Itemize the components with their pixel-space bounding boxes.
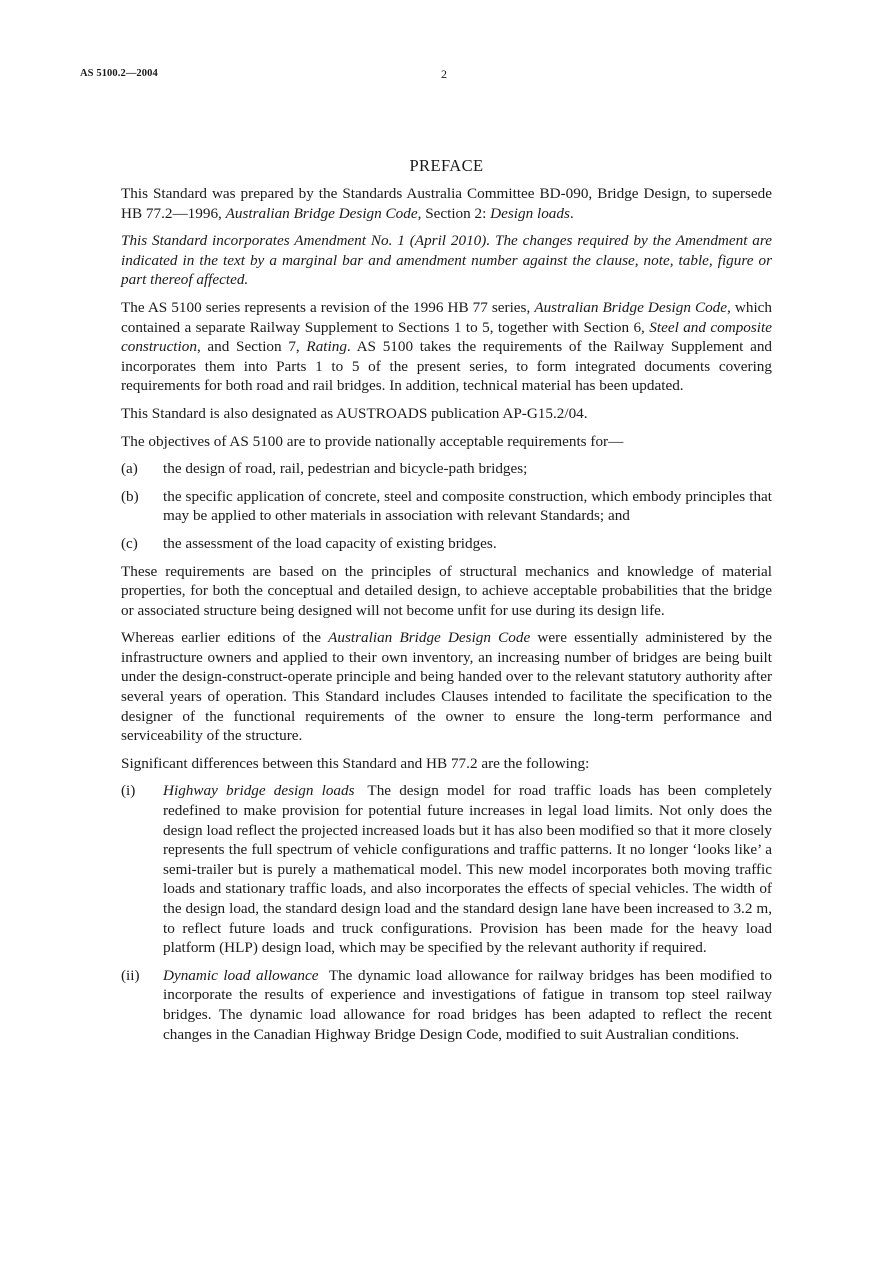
page-title: PREFACE [409,156,484,175]
difference-heading: Highway bridge design loads [163,782,355,800]
paragraph-austroads: This Standard is also designated as AUSTROADS publication AP-G15.2/04. [121,404,588,422]
standard-id-header: AS 5100.2—2004 [80,68,158,79]
list-text: Dynamic load allowance The dynamic load allowance for railway bridges has been modified to incorporate the results of experience and investigations of fatigue in transom top steel railway bridges. The dynamic load allowance for road bridges has been adapted to reflect the recent changes in the Canadian Highway Bridge Design Code, modified to suit Australian conditions. [163,966,772,1043]
paragraph-principles: These requirements are based on the principles of structural mechanics and knowledge of material properties, for both the conceptual and detailed design, to achieve acceptable probabilities that the bridge or associated structure being designed will not become unfit for use during its design life. [121,562,772,619]
list-label: (a) [121,460,138,478]
list-item-objective [121,459,772,479]
paragraph-amendment: This Standard incorporates Amendment No. 1 (April 2010). The changes required by the Amendment are indicated in the text by a marginal bar and amendment number against the clause, note, table, figure or part thereof affected. [121,232,772,289]
paragraph-objectives-intro: The objectives of AS 5100 are to provide nationally acceptable requirements for— [121,432,624,450]
list-text: the specific application of concrete, steel and composite construction, which embody principles that may be applied to other materials in association with relevant Standards; and [163,487,772,525]
difference-heading: Dynamic load allowance [163,966,319,984]
list-text: the design of road, rail, pedestrian and bicycle-path bridges; [163,460,528,478]
page-number: 2 [441,67,447,81]
list-item-difference [121,781,772,957]
list-item-objective [121,487,772,526]
document-body [121,155,772,1052]
list-label: (i) [121,782,136,800]
list-item-objective [121,534,772,554]
list-label: (b) [121,487,139,505]
list-text: the assessment of the load capacity of existing bridges. [163,534,497,552]
list-item-difference [121,966,772,1044]
paragraph-differences-intro: Significant differences between this Standard and HB 77.2 are the following: [121,754,590,772]
paragraph-supersede: This Standard was prepared by the Standards Australia Committee BD-090, Bridge Design, to supersede HB 77.2—1996, Australian Bridge Design Code, Section 2: Design loads. [121,185,772,222]
paragraph-series: The AS 5100 series represents a revision of the 1996 HB 77 series, Australian Bridge Design Code, which contained a separate Railway Supplement to Sections 1 to 5, together with Section 6, Steel and composite construction, and Section 7, Rating. AS 5100 takes the requirements of the Railway Supplement and incorporates them into Parts 1 to 5 of the present series, to form integrated documents covering requirements for both road and rail bridges. In addition, technical material has been updated. [121,298,773,395]
paragraph-whereas: Whereas earlier editions of the Australian Bridge Design Code were essentially administered by the infrastructure owners and applied to their own inventory, an increasing number of bridges are being built under the design-construct-operate principle and being handed over to the relevant statutory authority after several years of operation. This Standard includes Clauses intended to facilitate the specification to the designer of the functional requirements of the owner to ensure the long-term performance and serviceability of the structure. [121,629,772,745]
list-label: (ii) [121,966,140,984]
list-text: Highway bridge design loads The design model for road traffic loads has been completely redefined to make provision for potential future increases in legal load limits. Not only does the design load reflect the projected increased loads but it has also been modified so that it more closely represents the full spectrum of vehicle configurations and traffic patterns. It no longer ‘looks like’ a semi-trailer but is purely a mathematical model. This new model incorporates both moving traffic loads and stationary traffic loads, and also incorporates the effects of special vehicles. The width of the design load, the standard design load and the standard design lane have been increased to 3.2 m, to reflect future loads and truck configurations. Provision has been made for the heavy load platform (HLP) design load, which may be specified by the relevant authority if required. [163,782,772,957]
list-label: (c) [121,534,138,552]
